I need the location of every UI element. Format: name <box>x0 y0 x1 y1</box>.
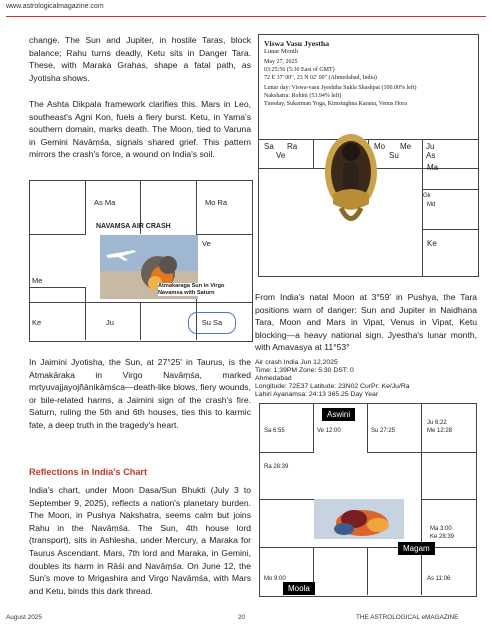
crash-cell-ke: Ke 28:39 <box>430 534 455 540</box>
header-divider <box>6 16 486 17</box>
crash-cell-me: Me 12:28 <box>427 428 453 434</box>
badge-magam: Magam <box>398 542 435 555</box>
crash-header: Air crash India Jun 12,2025 Time: 1:39PM Zone: 5:30 DST: 0 Ahmedabad Longitude: 72E37 Latitude: 23N02 CurPr: Ke/Ju/Ra Lahiri Ayanamsa: 24:13 365.25 Day Year <box>255 359 410 398</box>
jy-cell-me: Me <box>400 142 412 151</box>
jyestha-subtitle: Lunar Month <box>264 48 298 55</box>
jy-cell-sa: Sa <box>264 142 274 151</box>
jy-cell-ju: Ju <box>426 142 435 151</box>
jy-cell-ve: Ve <box>276 151 286 160</box>
badge-aswini: Aswini <box>322 408 355 421</box>
navamsa-inset-title: NAVAMSA AIR CRASH <box>96 223 171 230</box>
cell-mo-ra: Mo Ra <box>205 198 228 207</box>
jy-cell-su: Su <box>389 151 399 160</box>
crash-cell-ma: Ma 3:00 <box>430 526 452 532</box>
crash-grid <box>259 403 477 597</box>
crash-cell-ra: Ra 28:39 <box>264 464 289 470</box>
footer-magazine: THE ASTROLOGICAL eMAGAZINE <box>356 614 459 621</box>
navamsa-chart <box>29 180 253 342</box>
jy-cell-ke: Ke <box>427 239 437 248</box>
jyestha-title: Viswa Vasu Jyestha <box>264 39 330 48</box>
paragraph-3: In Jaimini Jyotisha, the Sun, at 27°25' in Taurus, is the Atmakāraka in Virgo Navāṃśa, marked mṛtyuvajjayojñānikāṃśca—death-like blows, fiery wounds, or bile-related harms, a Jaimini sign of the crash's fire. Saturn, ruling the 5th and 6th houses, ties this to karmic fate, a deep truth in the tragedy's heart. <box>29 357 251 430</box>
cell-ju: Ju <box>106 318 114 327</box>
cell-ve: Ve <box>202 239 211 248</box>
cell-ke: Ke <box>32 318 42 327</box>
jy-cell-ra: Ra <box>287 142 298 151</box>
badge-moola: Moola <box>283 582 315 595</box>
paragraph-2: The Ashta Dikpala framework clarifies this. Mars in Leo, southeast's Agni Kon, fuels a fiery burst. Ketu, in Yama's southern domain, marks death. The Moon, tied to Varuna in Gemini Navāṃśa, signals shared grief. This pattern mirrors the crash's force, a wound on India's soil. <box>29 99 251 160</box>
paragraph-1: change. The Sun and Jupiter, in hostile Taras, block balance; Rahu turns deadly, Ketu sits in Danger Tara. These, with Maraka Grahas, shape a fatal path, as Jyotisha shows. <box>29 35 251 83</box>
atmakaraka-note: Atmakaraga Sun in Virgo Navamsa with Saturn <box>158 283 225 296</box>
jy-cell-mo: Mo <box>374 142 386 151</box>
jy-cell-md: Md <box>427 202 436 208</box>
crash-cell-ju: Ju 6:22 <box>427 420 447 426</box>
deity-image <box>323 130 379 229</box>
crash-chart-image <box>314 499 404 539</box>
footer-page-number: 20 <box>238 614 246 621</box>
crash-cell-mo: Mo 9:00 <box>264 576 286 582</box>
crash-chart <box>255 359 477 597</box>
section-heading: Reflections in India's Chart <box>29 467 148 477</box>
cell-su-sa: Su Sa <box>188 312 236 334</box>
paragraph-4: India's chart, under Moon Dasa/Sun Bhukti (July 3 to September 9, 2025), reflects a nation's planetary burden. The Moon, in Pushya Nakshatra, seems calm but joins Rahu in the Navāṃśa. The Sun, 4th house lord (transport), sits in Ashlesha, under Mercury, a Maraka for Taurus Ascendant. Mars, 7th lord and Maraka, in Gemini, doubles its harm in Rāśi and Navāṃśa. On June 12, the Sun's move to Mrigashira and Virgo Navāṃśa, with Mars and Ketu, binds this dark thread. <box>29 485 251 596</box>
crash-cell-sa: Sa 6:55 <box>264 428 285 434</box>
jy-cell-as: As <box>426 151 436 160</box>
crash-cell-ve: Ve 12:00 <box>317 428 341 434</box>
footer-date: August 2025 <box>6 614 42 621</box>
right-paragraph: From India's natal Moon at 3°59' in Pushya, the Tara positions warn of danger: Sun and Jupiter in Naidhana Tara, Moon and Mars in Vipat, Venus in Vipat, Ketu blocking—a heavy national sign. Jyestha's lunar month, with Amavasya at 11°53° <box>255 292 477 353</box>
jy-cell-ma: Ma <box>427 163 439 172</box>
crash-cell-as: As 11:06 <box>427 576 451 582</box>
cell-as-ma: As Ma <box>94 198 116 207</box>
jy-cell-gk: Gk <box>423 193 431 199</box>
crash-cell-su: Su 27:25 <box>371 428 396 434</box>
jyestha-chart <box>258 34 479 277</box>
jyestha-info: May 27, 2025 03:25:56 (5:30 East of GMT) 72 E 37' 00", 23 N 02' 00" (Ahmedabad, India) Lunar day: Viswa-vasu Jyeshtha Sukla Shashpat (100.00% left) Nakshatra: Rohini (53.94% left) Tuesday, Sukarman Yoga, Kimstughna Karana, Venus Hora <box>264 59 417 107</box>
cell-me: Me <box>32 276 43 285</box>
site-url[interactable]: www.astrologicalmagazine.com <box>6 3 104 10</box>
